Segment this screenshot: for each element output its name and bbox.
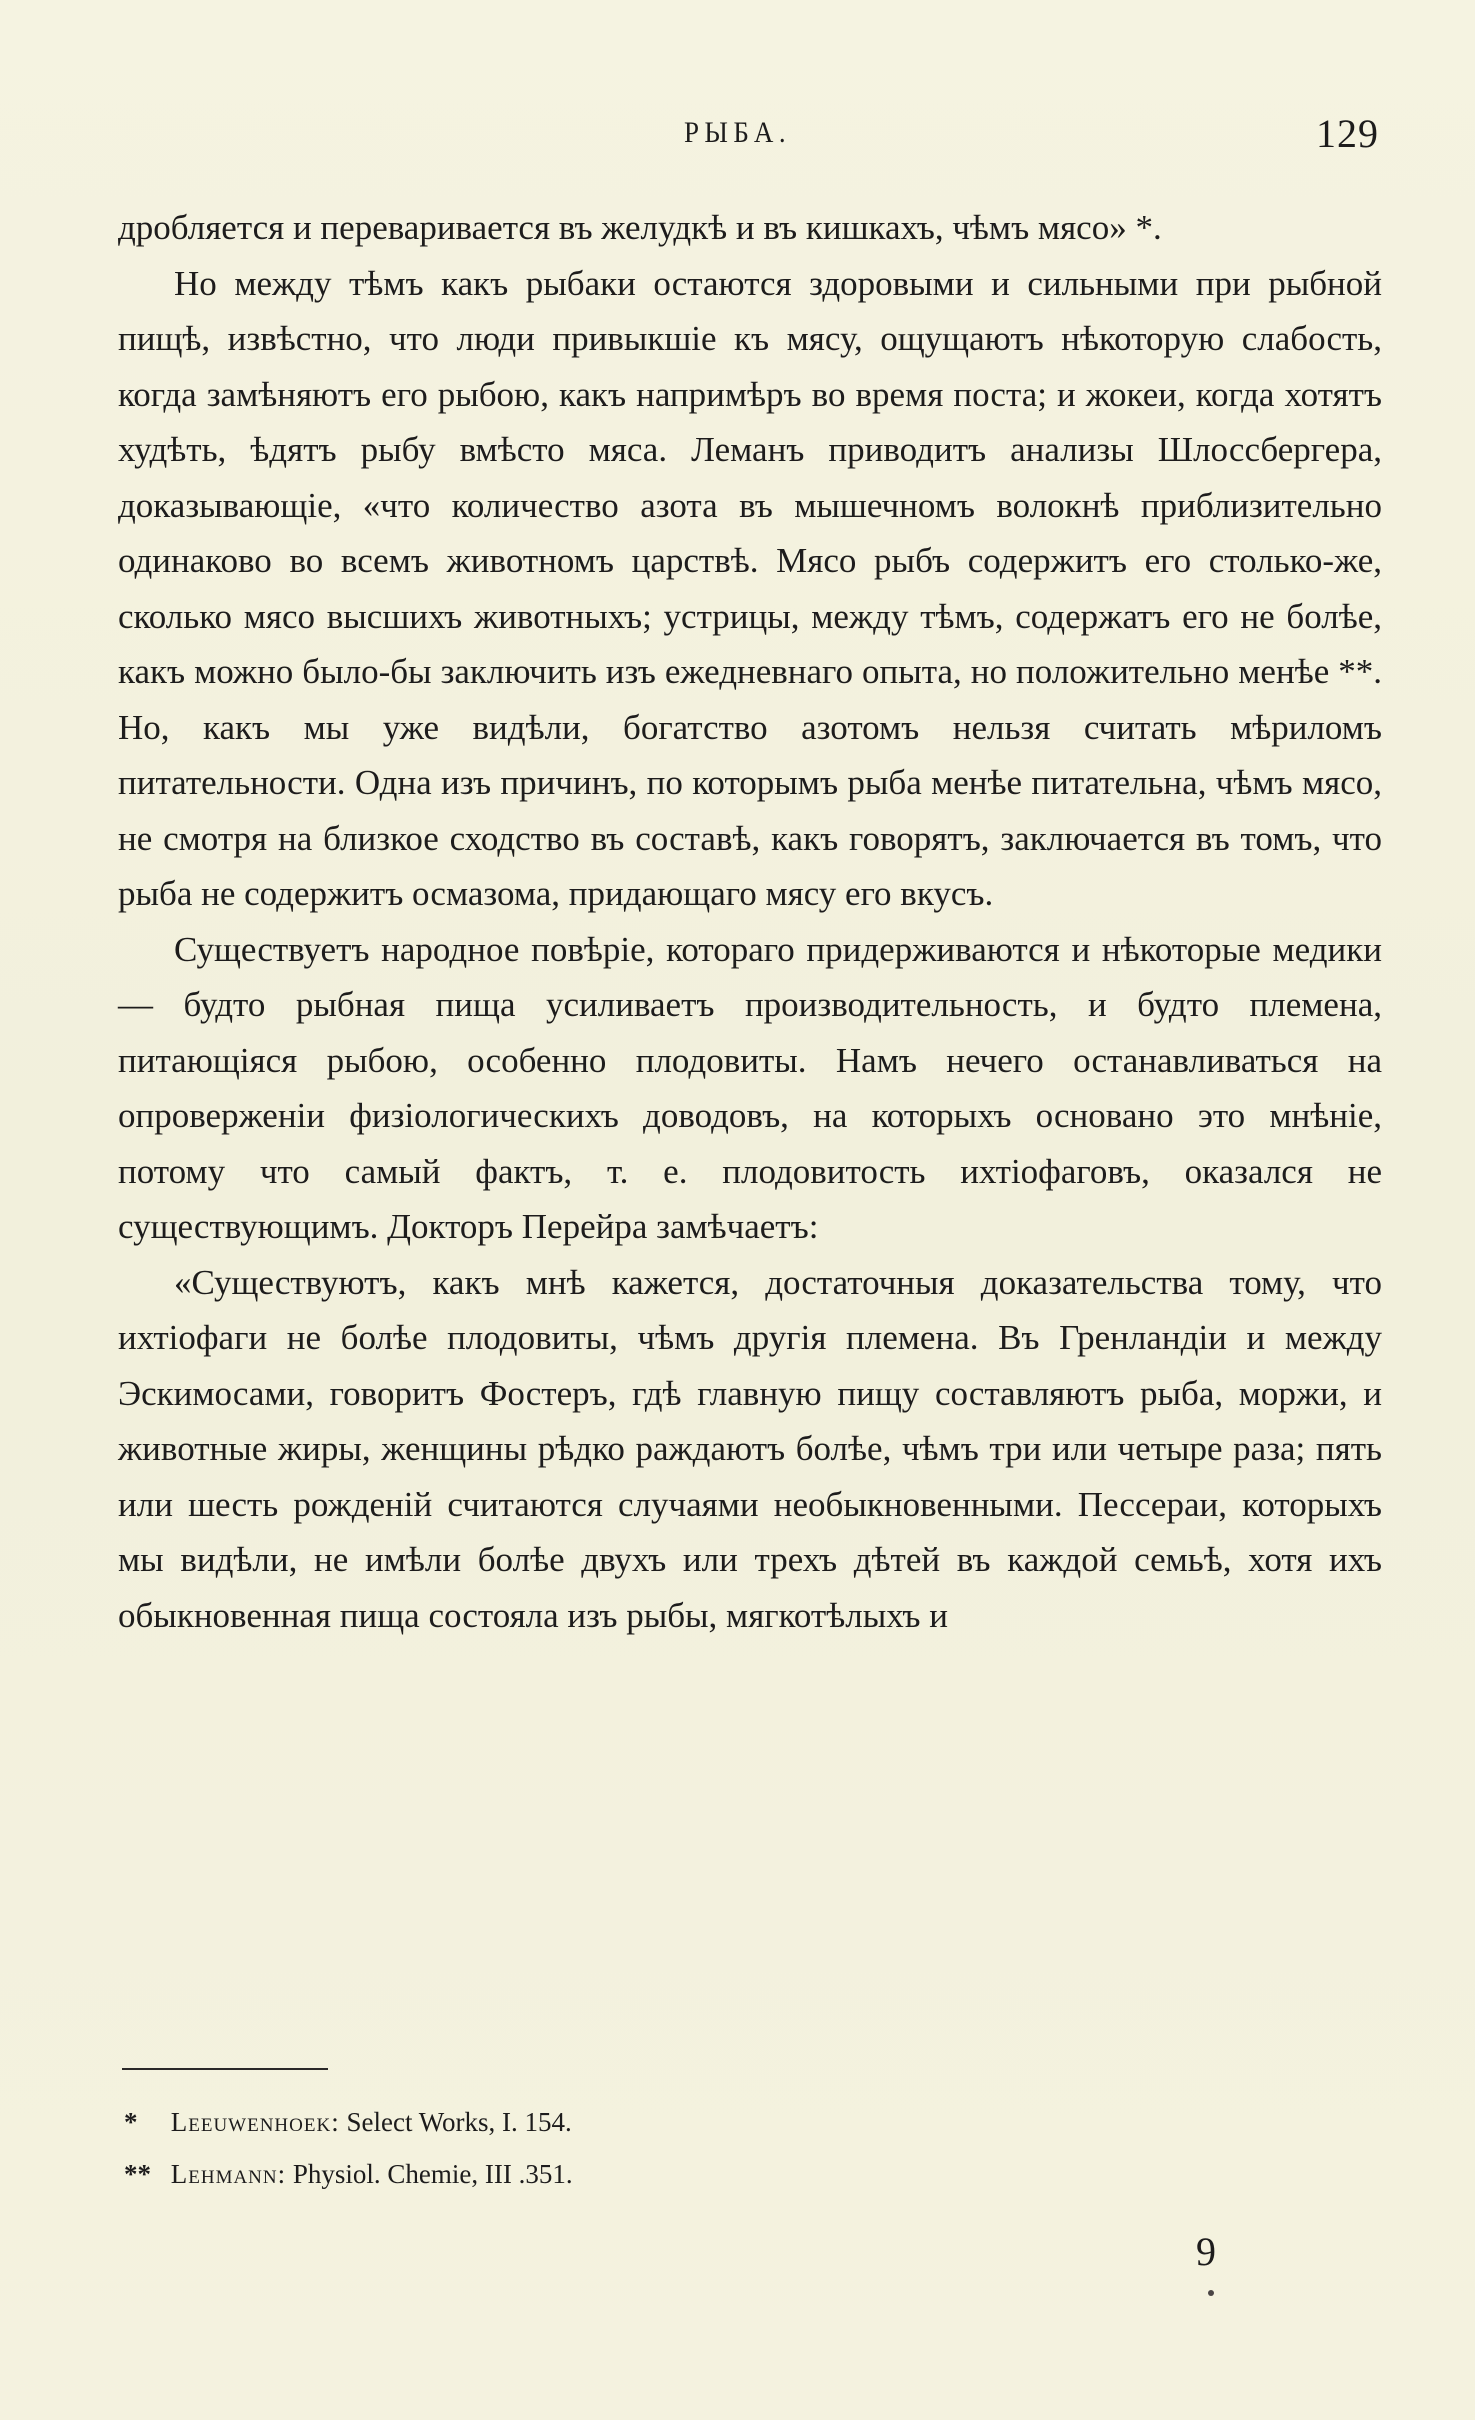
running-head (0, 110, 1475, 160)
footnote-rule (122, 2068, 328, 2070)
footnote-citation: Physiol. Chemie, III .351. (292, 2159, 573, 2189)
paragraph: Но между тѣмъ какъ рыбаки остаются здоровыми и сильными при рыбной пищѣ, извѣстно, что люди привыкшіе къ мясу, ощущаютъ нѣкоторую слабость, когда замѣняютъ его рыбою, какъ напримѣръ во время поста; и жокеи, когда хотятъ худѣть, ѣдятъ рыбу вмѣсто мяса. Леманъ приводитъ анализы Шлоссбергера, доказывающіе, «что количество азота въ мышечномъ волокнѣ приблизительно одинаково во всемъ животномъ царствѣ. Мясо рыбъ содержитъ его столько-же, сколько мясо высшихъ животныхъ; устрицы, между тѣмъ, содержатъ его не болѣе, какъ можно было-бы заключить изъ ежедневнаго опыта, но положительно менѣе **. Но, какъ мы уже видѣли, богатство азотомъ нельзя считать мѣриломъ питательности. Одна изъ причинъ, по которымъ рыба менѣе питательна, чѣмъ мясо, не смотря на близкое сходство въ составѣ, какъ говорятъ, заключается въ томъ, что рыба не содержитъ осмазома, придающаго мясу его вкусъ. (118, 263, 1382, 913)
page-number: 129 (1316, 111, 1379, 156)
body-text (118, 200, 1382, 1643)
footnote-author: Leeuwenhoek: (170, 2107, 340, 2137)
paragraph: дробляется и переваривается въ желудкѣ и въ кишкахъ, чѣмъ мясо» *. (118, 208, 1162, 247)
footnote-marker: ** (124, 2159, 151, 2189)
footnote (124, 2096, 1024, 2148)
footnote-marker: * (124, 2107, 138, 2137)
footnote-author: Lehmann: (170, 2159, 287, 2189)
footnote (124, 2148, 1024, 2200)
quotation-paragraph: «Существуютъ, какъ мнѣ кажется, достаточныя доказательства тому, что ихтіофаги не болѣе плодовиты, чѣмъ другія племена. Въ Гренландіи и между Эскимосами, говоритъ Фостеръ, гдѣ главную пищу составляютъ рыба, моржи, и животные жиры, женщины рѣдко раждаютъ болѣе, чѣмъ три или четыре раза; пять или шесть рожденій считаются случаями необыкновенными. Пессераи, которыхъ мы видѣли, не имѣли болѣе двухъ или трехъ дѣтей въ каждой семьѣ, хотя ихъ обыкновенная пища состояла изъ рыбы, мягкотѣлыхъ и (118, 1262, 1382, 1635)
footnote-citation: Select Works, I. 154. (346, 2107, 572, 2137)
signature-dot (1208, 2290, 1214, 2296)
paragraph: Существуетъ народное повѣріе, котораго придерживаются и нѣкоторые медики — будто рыбная пища усиливаетъ производительность, и будто племена, питающіяся рыбою, особенно плодовиты. Намъ нечего останавливаться на опроверженіи физіологическихъ доводовъ, на которыхъ основано это мнѣніе, потому что самый фактъ, т. е. плодовитость ихтіофаговъ, оказался не существующимъ. Докторъ Перейра замѣчаетъ: (118, 929, 1382, 1246)
footnotes (124, 2096, 1024, 2200)
signature-mark: 9 (1196, 2229, 1216, 2274)
running-title: РЫБА. (684, 116, 791, 149)
